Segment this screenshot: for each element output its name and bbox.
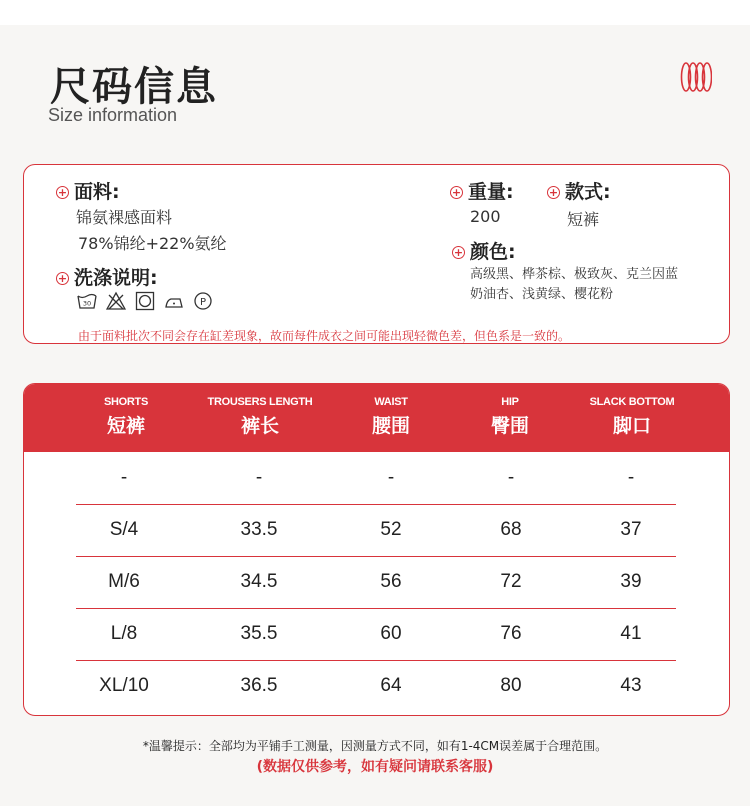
table-cell: 72	[500, 571, 522, 592]
page-subtitle: Size information	[48, 105, 178, 125]
wash-30-icon	[77, 291, 97, 311]
table-cell: M/6	[108, 571, 140, 592]
plus-circle-icon: +	[548, 186, 559, 199]
table-cell: L/8	[110, 623, 138, 644]
table-cell: 41	[620, 623, 642, 644]
color-variance-note: 由于面料批次不同会存在缸差现象，故而每件成衣之间可能出现轻微色差，但色系是一致的。	[78, 329, 571, 343]
table-row	[76, 453, 676, 505]
header-shorts: SHORTS 短裤	[103, 396, 149, 437]
table-cell: 35.5	[240, 623, 278, 644]
plus-circle-icon: +	[451, 186, 462, 199]
style-value: 短裤	[567, 210, 600, 229]
care-label: + 洗涤说明:	[57, 267, 158, 289]
page-background	[0, 25, 750, 806]
table-row	[76, 505, 676, 557]
table-cell: 36.5	[240, 675, 278, 696]
table-cell: 39	[620, 571, 642, 592]
page-title: 尺码信息	[50, 64, 218, 110]
no-bleach-icon	[106, 291, 126, 311]
fabric-composition: 78%锦纶+22%氨纶	[78, 234, 227, 253]
plus-circle-icon: +	[453, 246, 464, 259]
color-label: + 颜色:	[453, 241, 516, 263]
table-row	[76, 609, 676, 661]
table-row	[76, 661, 676, 713]
header-slack-bottom: SLACK BOTTOM 脚口	[589, 396, 675, 437]
header-trousers-length: TROUSERS LENGTH 裤长	[207, 396, 313, 437]
table-cell: 34.5	[240, 571, 278, 592]
table-cell: -	[507, 467, 515, 488]
color-value-line2: 奶油杏、浅黄绿、樱花粉	[470, 287, 614, 302]
table-cell: XL/10	[99, 675, 149, 696]
table-cell: 33.5	[240, 519, 278, 540]
table-cell: -	[255, 467, 263, 488]
fabric-value: 锦氨裸感面料	[76, 208, 173, 227]
table-cell: 80	[500, 675, 522, 696]
table-cell: -	[120, 467, 128, 488]
svg-text:P: P	[199, 297, 207, 308]
product-info-card	[23, 164, 730, 344]
color-value-line1: 高级黑、桦茶棕、极致灰、克兰因蓝	[470, 267, 679, 282]
fabric-label: + 面料:	[57, 181, 120, 203]
header-waist: WAIST 腰围	[371, 396, 410, 437]
table-cell: 68	[500, 519, 522, 540]
table-cell: 76	[500, 623, 522, 644]
iron-low-icon	[164, 291, 184, 311]
weight-value: 200	[470, 207, 501, 226]
table-cell: 52	[380, 519, 402, 540]
dry-clean-p-icon	[193, 291, 213, 311]
table-cell: -	[627, 467, 635, 488]
table-cell: 64	[380, 675, 402, 696]
decorative-rings-icon	[680, 61, 712, 93]
table-cell: S/4	[109, 519, 139, 540]
table-cell: 56	[380, 571, 402, 592]
table-cell: -	[387, 467, 395, 488]
style-label: + 款式:	[548, 181, 611, 203]
table-row	[76, 557, 676, 609]
table-cell: 37	[620, 519, 642, 540]
svg-text:30: 30	[82, 299, 92, 308]
measurement-tip: *温馨提示：全部均为平铺手工测量，因测量方式不同，如有1-4CM误差属于合理范围。	[142, 739, 608, 753]
size-table-header	[24, 384, 730, 452]
header-hip: HIP 臀围	[490, 396, 529, 437]
table-cell: 43	[620, 675, 642, 696]
care-icons	[77, 291, 213, 311]
tumble-dry-icon	[135, 291, 155, 311]
reference-note: (数据仅供参考，如有疑问请联系客服)	[256, 759, 494, 775]
table-cell: 60	[380, 623, 402, 644]
weight-label: + 重量:	[451, 181, 514, 203]
plus-circle-icon: +	[57, 186, 68, 199]
plus-circle-icon: +	[57, 272, 68, 285]
size-table	[23, 383, 730, 716]
